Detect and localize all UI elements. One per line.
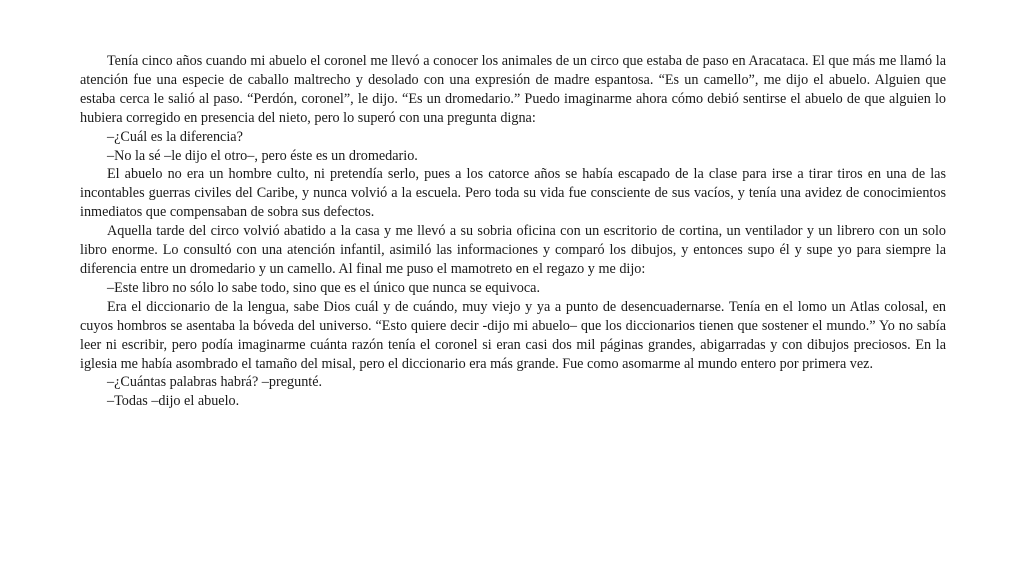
paragraph-8: –¿Cuántas palabras habrá? –pregunté. <box>107 374 323 391</box>
paragraph-4: El abuelo no era un hombre culto, ni pretendía serlo, pues a los catorce años se había escapado de la clase para irse a tirar tiros en una de las incontables guerras civiles del Caribe, y nunca volvió a la escuela. Pero toda su vida fue consciente de sus vacíos, y tenía una avidez de conocimientos inmediatos que compensaban de sobra sus defectos. <box>80 166 946 221</box>
paragraph-7: Era el diccionario de la lengua, sabe Dios cuál y de cuándo, muy viejo y ya a punto de desencuadernarse. Tenía en el lomo un Atlas colosal, en cuyos hombros se asentaba la bóveda del universo. “Esto quiere decir -dijo mi abuelo– que los diccionarios tienen que sostener el mundo.” Yo no sabía leer ni escribir, pero podía imaginarme cuánta razón tenía el coronel si eran casi dos mil páginas grandes, abigarradas y con dibujos preciosos. En la iglesia me había asombrado el tamaño del misal, pero el diccionario era más grande. Fue como asomarme al mundo entero por primera vez. <box>80 298 946 372</box>
paragraph-5: Aquella tarde del circo volvió abatido a la casa y me llevó a su sobria oficina con un escritorio de cortina, un ventilador y un librero con un solo libro enorme. Lo consultó con una atención infantil, asimiló las informaciones y comparó los dibujos, y entonces supo él y supe yo para siempre la diferencia entre un dromedario y un camello. Al final me puso el mamotreto en el regazo y me dijo: <box>80 223 946 277</box>
document-body <box>80 52 946 411</box>
paragraph-1: Tenía cinco años cuando mi abuelo el coronel me llevó a conocer los animales de un circo que estaba de paso en Aracataca. El que más me llamó la atención fue una especie de caballo maltrecho y desolado con una expresión de madre espantosa. “Es un camello”, me dijo el abuelo. Alguien que estaba cerca le salió al paso. “Perdón, coronel”, le dijo. “Es un dromedario.” Puedo imaginarme ahora cómo debió sentirse el abuelo de que alguien lo hubiera corregido en presencia del nieto, pero lo superó con una pregunta digna: <box>80 53 946 126</box>
paragraph-3: –No la sé –le dijo el otro–, pero éste es un dromedario. <box>107 147 418 164</box>
paragraph-9: –Todas –dijo el abuelo. <box>107 393 240 410</box>
paragraph-2: –¿Cuál es la diferencia? <box>107 128 243 145</box>
paragraph-6: –Este libro no sólo lo sabe todo, sino que es el único que nunca se equivoca. <box>107 279 541 296</box>
